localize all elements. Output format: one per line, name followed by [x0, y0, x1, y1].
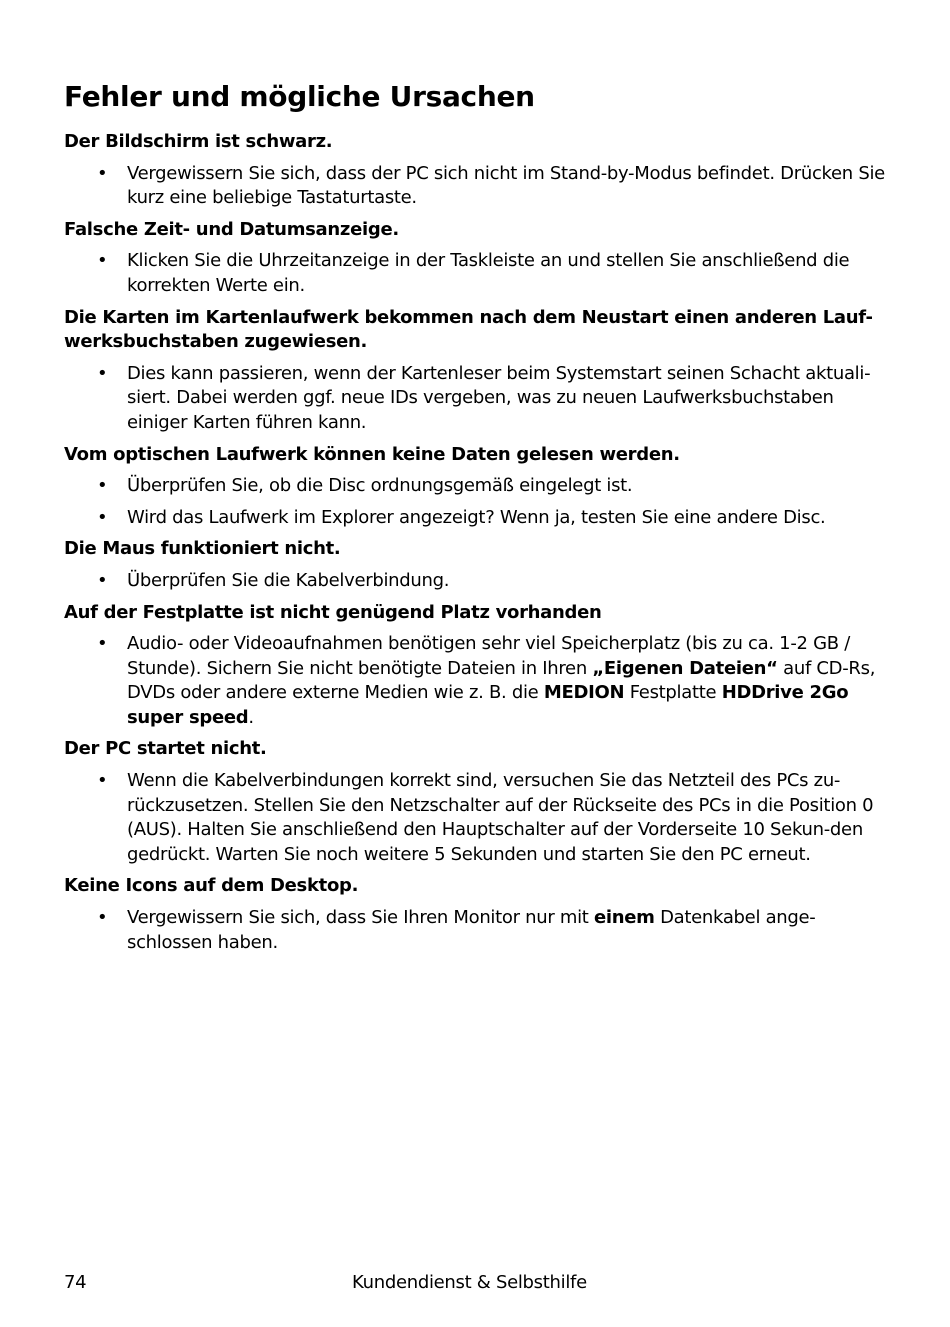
answer-list [64, 904, 894, 960]
answer-item [64, 904, 894, 960]
question-heading: Falsche Zeit- und Datumsanzeige. [64, 218, 399, 240]
answer-item [64, 630, 894, 735]
answer-text: auf CD-Rs, DVDs oder andere externe Medien wie z. B. die [127, 657, 876, 704]
answer-item [64, 360, 894, 441]
question-heading: Der PC startet nicht. [64, 738, 267, 760]
answer-item [64, 504, 894, 536]
answer-item [64, 160, 894, 216]
answer-list [64, 160, 894, 216]
answer-list [64, 767, 894, 872]
answer-emphasis: einem [593, 907, 655, 929]
answer-text: Festplatte [624, 682, 722, 704]
answer-text: Klicken Sie die Uhrzeitanzeige in der Taskleiste an und stellen Sie anschließend die korrekten Werte ein. [127, 250, 850, 296]
answer-text: Dies kann passieren, wenn der Kartenleser beim Systemstart seinen Schacht aktuali-siert. Dabei werden ggf. neue IDs vergeben, was zu neuen Laufwerksbuchstaben einiger Karten führen kann. [127, 362, 871, 433]
answer-list [64, 360, 894, 441]
answer-list [64, 472, 894, 535]
answer-text: Vergewissern Sie sich, dass der PC sich nicht im Stand-by-Modus befindet. Drücken Sie kurz eine beliebige Tastaturtaste. [127, 162, 885, 209]
answer-emphasis: HDDrive 2Go super speed [127, 682, 849, 728]
page-footer [0, 1272, 950, 1298]
answer-text: . [248, 706, 254, 728]
question-heading: Die Karten im Kartenlaufwerk bekommen nach dem Neustart einen anderen Lauf-werksbuchstaben zugewiesen. [64, 306, 873, 353]
answer-emphasis: „Eigenen Dateien“ [592, 657, 778, 679]
question-heading: Vom optischen Laufwerk können keine Daten gelesen werden. [64, 443, 680, 465]
answer-emphasis: MEDION [543, 682, 625, 704]
answer-item [64, 567, 894, 599]
troubleshooting-list [64, 128, 894, 960]
answer-text: Wenn die Kabelverbindungen korrekt sind, versuchen Sie das Netzteil des PCs zu-rückzusetzen. Stellen Sie den Netzschalter auf der Rückseite des PCs in die Position 0 (AUS). Halten Sie anschließend den Hauptschalter auf der Vorderseite 10 Sekun-den gedrückt. Warten Sie noch weitere 5 Sekunden und starten Sie den PC erneut. [127, 770, 874, 865]
question-heading: Auf der Festplatte ist nicht genügend Platz vorhanden [64, 601, 602, 623]
answer-text: Überprüfen Sie, ob die Disc ordnungsgemäß eingelegt ist. [127, 475, 633, 497]
answer-text: Datenkabel ange-schlossen haben. [127, 907, 816, 953]
answer-text: Überprüfen Sie die Kabelverbindung. [127, 569, 450, 591]
answer-item [64, 247, 894, 303]
answer-item [64, 767, 894, 872]
answer-list [64, 630, 894, 735]
question-heading: Der Bildschirm ist schwarz. [64, 131, 333, 152]
answer-text: Audio- oder Videoaufnahmen benötigen sehr viel Speicherplatz (bis zu ca. 1-2 GB / Stunde). Sichern Sie nicht benötigte Dateien in Ihren [127, 633, 850, 679]
answer-text: Wird das Laufwerk im Explorer angezeigt? Wenn ja, testen Sie eine andere Disc. [127, 506, 826, 528]
answer-list [64, 567, 894, 599]
page-number: 74 [64, 1272, 87, 1293]
answer-list [64, 247, 894, 303]
page-title: Fehler und mögliche Ursachen [64, 80, 535, 113]
question-heading: Keine Icons auf dem Desktop. [64, 875, 359, 897]
answer-item [64, 472, 894, 504]
footer-section-title: Kundendienst & Selbsthilfe [352, 1272, 587, 1293]
question-heading: Die Maus funktioniert nicht. [64, 538, 341, 560]
answer-text: Vergewissern Sie sich, dass Sie Ihren Monitor nur mit [127, 907, 594, 929]
